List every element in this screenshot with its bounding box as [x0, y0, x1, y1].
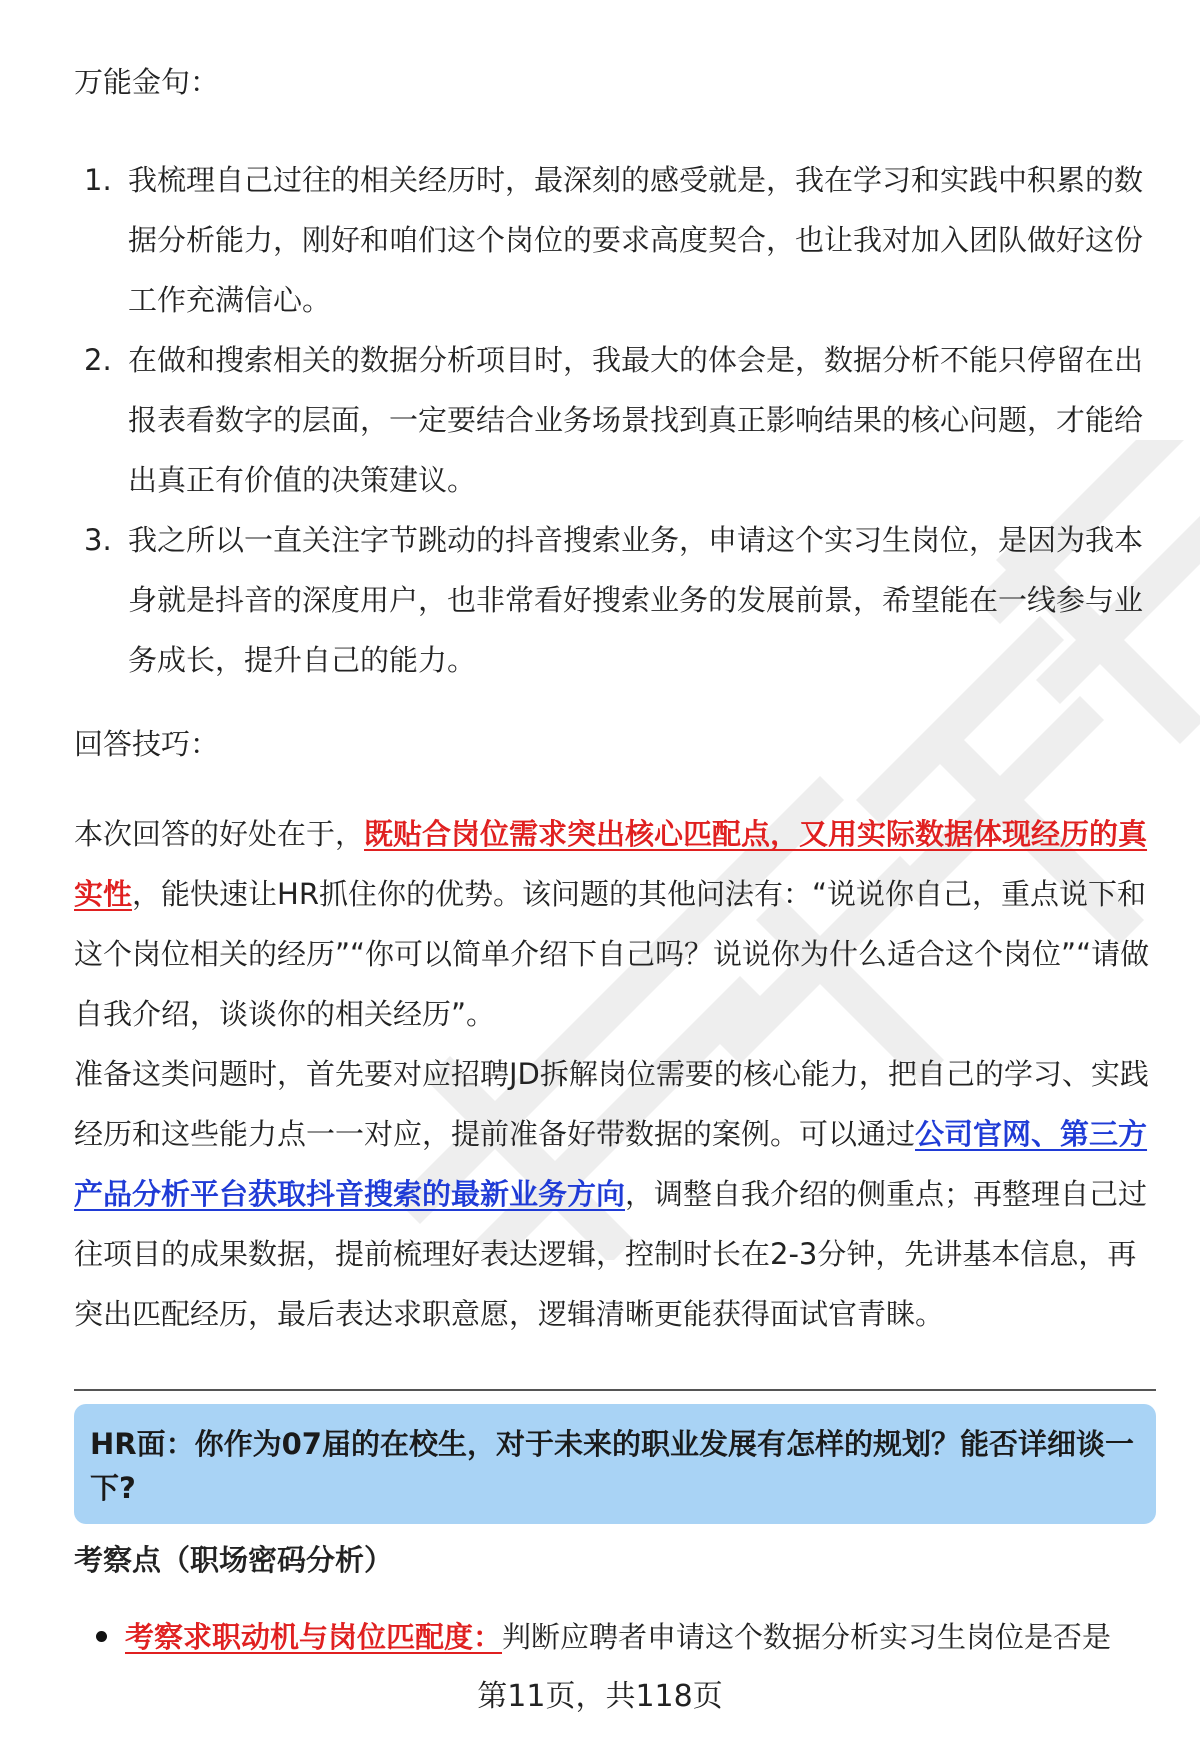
- list-item: [74, 150, 1156, 330]
- tips-paragraph: [74, 804, 1156, 1044]
- list-item-text: 在做和搜索相关的数据分析项目时，我最大的体会是，数据分析不能只停留在出报表看数字的层面，一定要结合业务场景找到真正影响结果的核心问题，才能给出真正有价值的决策建议。: [128, 343, 1144, 497]
- preparation-paragraph: [74, 1044, 1156, 1344]
- list-item-text: 我梳理自己过往的相关经历时，最深刻的感受就是，我在学习和实践中积累的数据分析能力，刚好和咱们这个岗位的要求高度契合，也让我对加入团队做好这份工作充满信心。: [128, 163, 1144, 317]
- page-footer: 第11页，共118页: [477, 1679, 723, 1714]
- prep-text: ，调整自我介绍的侧重点；再整理自己过往项目的成果数据，提前梳理好表达逻辑，控制时长在2-3分钟，先讲基本信息，再突出匹配经历，最后表达求职意愿，逻辑清晰更能获得面试官青睐。: [74, 1177, 1148, 1331]
- bullet-icon: [96, 1631, 107, 1642]
- analysis-heading: 考察点（职场密码分析）: [74, 1543, 394, 1577]
- list-item: [74, 330, 1156, 510]
- list-item-number: 3.: [84, 523, 112, 557]
- list-item-number: 2.: [84, 343, 112, 377]
- tips-text: ，能快速让HR抓住你的优势。该问题的其他问法有：“说说你自己，重点说下和这个岗位相关的经历”“你可以简单介绍下自己吗？说说你为什么适合这个岗位”“请做自我介绍，谈谈你的相关经历”。: [74, 877, 1150, 1031]
- section-divider: [74, 1389, 1156, 1391]
- answer-tips-label: 回答技巧：: [74, 727, 220, 761]
- analysis-bullet: [96, 1616, 1156, 1658]
- blue-highlight-link[interactable]: 公司官网、第三方产品分析平台获取抖音搜索的最新业务方向: [74, 1117, 1148, 1211]
- list-item: [74, 510, 1156, 690]
- list-item-number: 1.: [84, 163, 112, 197]
- red-highlight-text: 既贴合岗位需求突出核心匹配点，又用实际数据体现经历的真实性: [74, 817, 1148, 911]
- list-item-text: 我之所以一直关注字节跳动的抖音搜索业务，申请这个实习生岗位，是因为我本身就是抖音的深度用户，也非常看好搜索业务的发展前景，希望能在一线参与业务成长，提升自己的能力。: [128, 523, 1144, 677]
- question-text: HR面：你作为07届的在校生，对于未来的职业发展有怎样的规划？能否详细谈一下?: [90, 1427, 1134, 1505]
- golden-sentences-label: 万能金句：: [74, 65, 220, 99]
- golden-sentences-list: [74, 150, 1156, 690]
- red-highlight-text: 考察求职动机与岗位匹配度：: [125, 1620, 503, 1654]
- prep-text: 准备这类问题时，首先要对应招聘JD拆解岗位需要的核心能力，把自己的学习、实践经历和这些能力点一一对应，提前准备好带数据的案例。可以通过: [74, 1057, 1149, 1151]
- question-box: [74, 1404, 1156, 1524]
- bullet-text: 判断应聘者申请这个数据分析实习生岗位是否是: [502, 1620, 1112, 1654]
- tips-text: 本次回答的好处在于，: [74, 817, 365, 851]
